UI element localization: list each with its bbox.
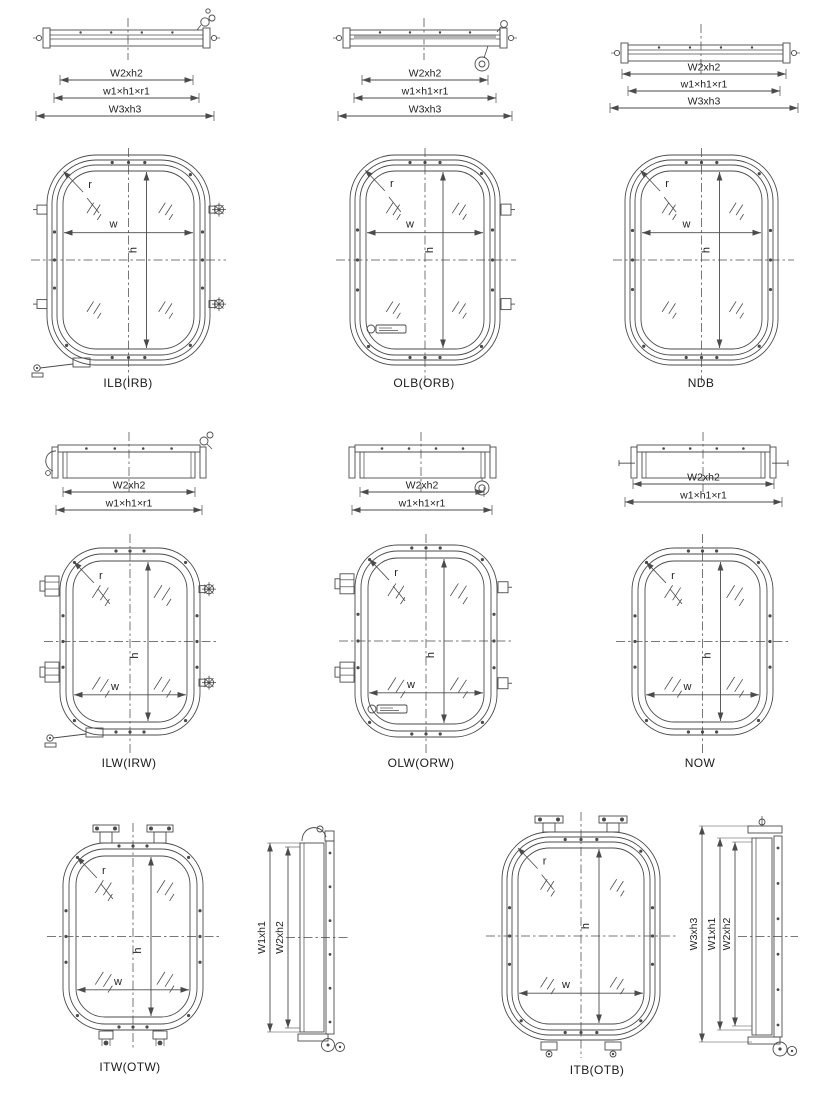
svg-text:W1xh1: W1xh1 [256,921,268,954]
olw-front-view [330,532,550,762]
figure-label-olb: OLB(ORB) [393,376,455,390]
svg-text:r: r [102,864,106,877]
svg-text:W2xh2: W2xh2 [687,61,721,74]
svg-text:W3xh3: W3xh3 [688,917,700,951]
itw-front-view [30,806,250,1058]
svg-text:w: w [682,218,691,231]
svg-text:W3xh3: W3xh3 [687,95,721,108]
svg-text:W2xh2: W2xh2 [112,479,146,492]
svg-text:w: w [111,680,119,693]
svg-text:h: h [425,651,437,659]
svg-text:W3xh3: W3xh3 [108,103,142,116]
figure-label-olw: OLW(ORW) [387,756,455,770]
svg-text:w: w [683,680,692,693]
svg-text:w1×h1×r1: w1×h1×r1 [103,85,150,98]
svg-text:w1×h1×r1: w1×h1×r1 [105,497,153,510]
svg-text:r: r [88,179,92,192]
svg-text:w1×h1×r1: w1×h1×r1 [401,85,449,98]
svg-text:h: h [132,947,144,954]
figure-label-ndb: NDB [687,376,715,390]
figure-label-itb: ITB(OTB) [569,1063,625,1077]
ilb-front-view [30,146,260,382]
svg-text:W2xh2: W2xh2 [405,479,439,492]
svg-text:W2xh2: W2xh2 [687,471,720,484]
svg-text:w1×h1×r1: w1×h1×r1 [398,497,446,510]
svg-text:h: h [127,246,140,254]
now-section-view [608,428,818,528]
svg-text:W3xh3: W3xh3 [408,103,442,116]
ilw-front-view [30,532,260,762]
itb-side-view [686,790,830,1090]
svg-text:w1×h1×r1: w1×h1×r1 [680,78,728,91]
svg-text:w: w [114,975,122,988]
svg-text:W1xh1: W1xh1 [706,917,718,951]
svg-text:W2xh2: W2xh2 [274,921,286,954]
svg-text:w1×h1×r1: w1×h1×r1 [680,489,727,502]
figure-label-itw: ITW(OTW) [99,1060,161,1074]
svg-text:W2xh2: W2xh2 [408,67,442,80]
svg-text:h: h [701,652,714,659]
figure-label-ilb: ILB(IRB) [103,376,153,390]
svg-text:r: r [665,178,669,191]
svg-text:r: r [671,569,675,582]
svg-text:h: h [129,652,141,659]
itb-front-view [485,804,705,1060]
svg-text:w: w [406,218,414,231]
figure-label-now: NOW [684,756,716,770]
ilw-section-view [28,428,263,528]
figure-label-ilw: ILW(IRW) [101,756,157,770]
svg-text:r: r [394,567,398,580]
svg-text:w: w [109,218,118,231]
svg-text:r: r [390,177,394,190]
olb-front-view [335,146,555,382]
ndb-section-view [606,20,816,138]
svg-text:w: w [407,678,415,691]
svg-text:W2xh2: W2xh2 [721,917,733,951]
svg-text:h: h [700,246,713,254]
svg-text:r: r [542,855,547,868]
olw-section-view [324,428,549,528]
itw-side-view [243,790,373,1082]
olb-section-view [326,14,556,142]
svg-text:w: w [562,979,570,992]
svg-text:W2xh2: W2xh2 [110,67,143,80]
svg-text:r: r [99,569,103,582]
ilb-section-view [28,14,268,142]
svg-text:h: h [424,246,436,254]
now-front-view [615,532,815,762]
ndb-front-view [612,146,812,382]
svg-text:h: h [580,922,592,930]
